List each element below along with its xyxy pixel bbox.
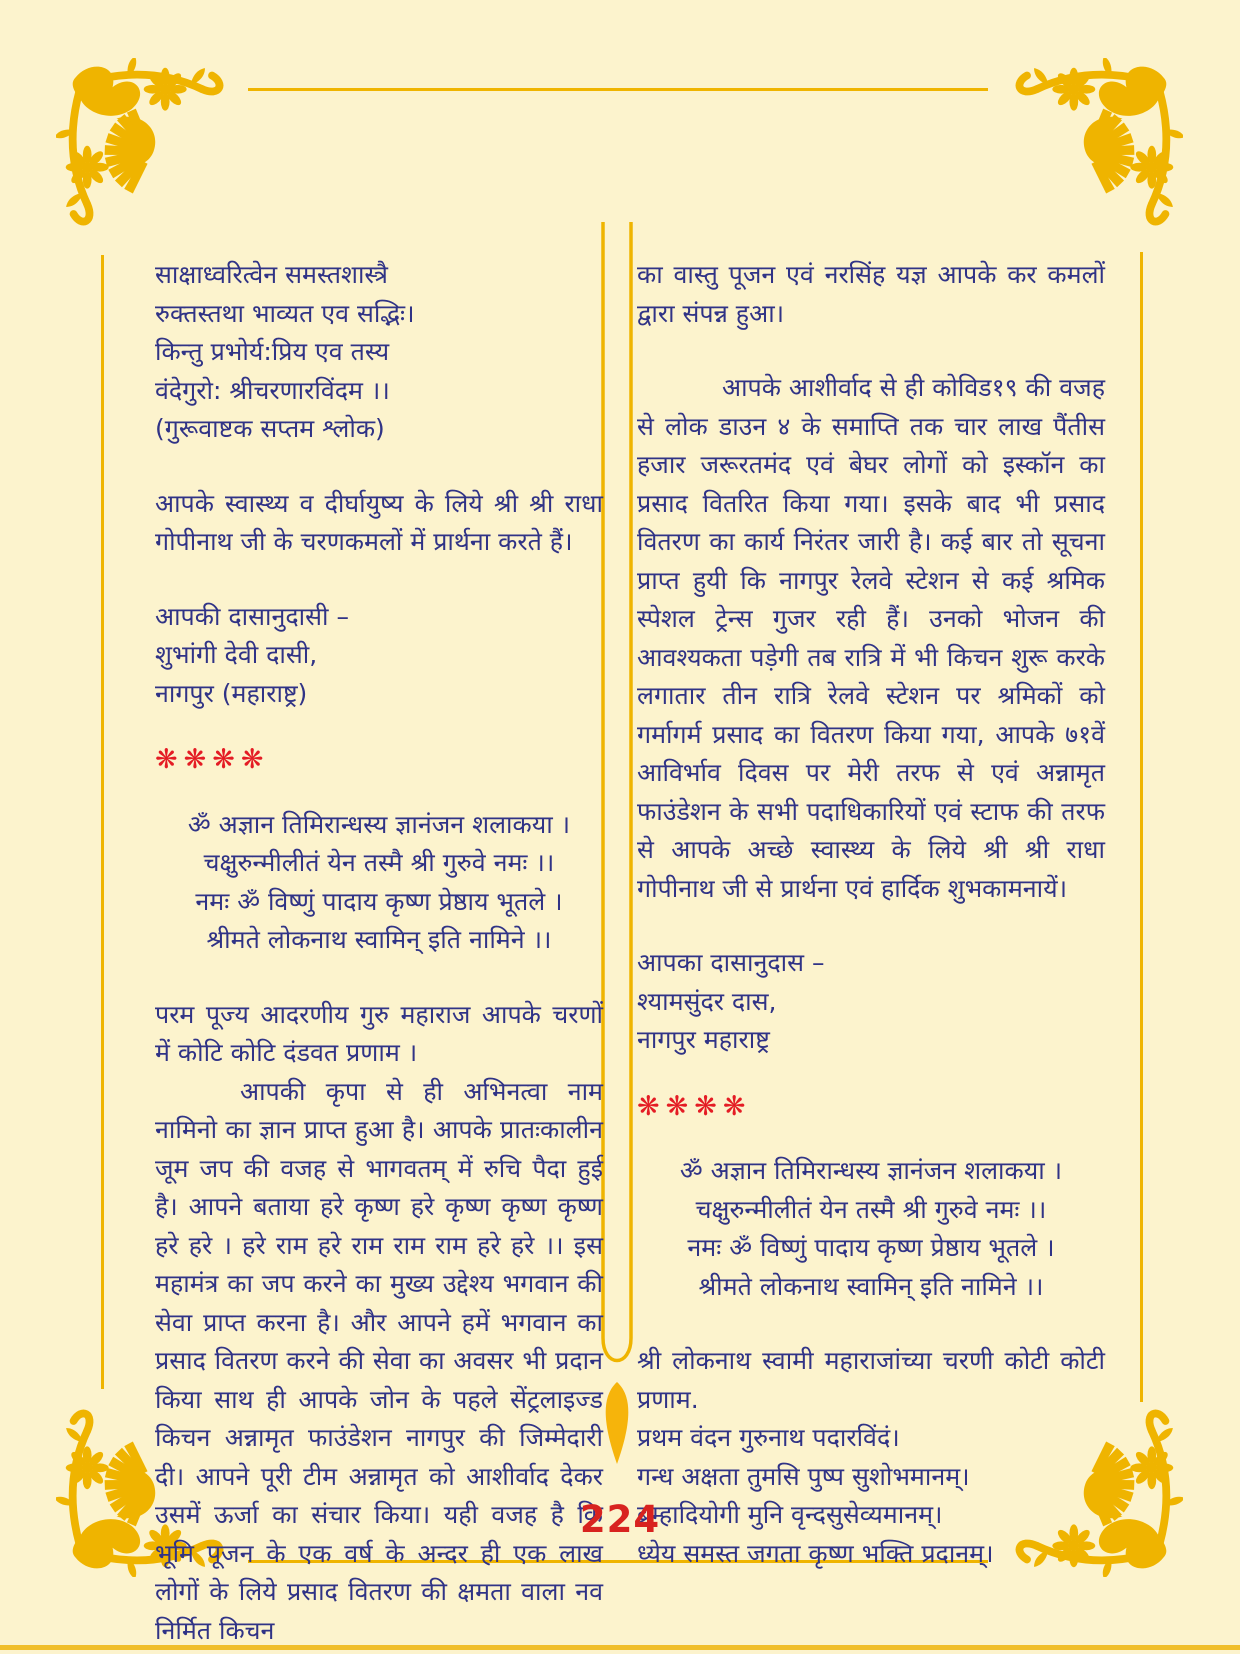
covid-paragraph: आपके आशीर्वाद से ही कोविड१९ की वजह से लोक डाउन ४ के समाप्ति तक चार लाख पैंतीस हजार जरूरतमंद एवं बेघर लोगों को इस्कॉन का प्रसाद वितरित किया गया। इसके बाद भी प्रसाद वितरण का कार्य निरंतर जारी है। कई बार तो सूचना प्राप्त हुयी कि नागपुर रेलवे स्टेशन से कई श्रमिक स्पेशल ट्रेन्स गुजर रही हैं। उनको भोजन की आवश्यकता पड़ेगी तब रात्रि में भी किचन शुरू करके लगातार तीन रात्रि रेलवे स्टेशन पर श्रमिकों को गर्मागर्म प्रसाद का वितरण किया गया, आपके ७१वें आविर्भाव दिवस पर मेरी तरफ से एवं अन्नामृत फाउंडेशन के सभी पदाधिकारियों एवं स्टाफ की तरफ से आपके अच्छे स्वास्थ्य के लिये श्री श्री राधा गोपीनाथ जी से प्रार्थना एवं हार्दिक शुभकामनायें। bbox=[637, 373, 1105, 903]
shloka-line: श्रीमते लोकनाथ स्वामिन् इति नामिने ।। bbox=[206, 925, 552, 954]
frame-line-right bbox=[1140, 252, 1143, 1402]
shloka-line: चक्षुरुन्मीलीतं येन तस्मै श्री गुरुवे नमः ।। bbox=[203, 848, 555, 877]
signature-line: नागपुर (महाराष्ट्र) bbox=[155, 678, 308, 708]
shloka-line: श्रीमते लोकनाथ स्वामिन् इति नामिने ।। bbox=[698, 1271, 1044, 1301]
section-separator: ❋❋❋❋ bbox=[637, 1090, 752, 1122]
verse-line: रुक्तस्तथा भाव्यत एव सद्भिः। bbox=[155, 298, 415, 328]
verse-line: साक्षाध्वरित्वेन समस्तशास्त्रै bbox=[155, 260, 388, 289]
signature-line: आपका दासानुदास – bbox=[637, 948, 825, 977]
floral-corner-ornament-icon bbox=[988, 58, 1183, 253]
continuation-paragraph: का वास्तु पूजन एवं नरसिंह यज्ञ आपके कर कमलों द्वारा संपन्न हुआ। bbox=[637, 260, 1105, 328]
shloka-line: चक्षुरुन्मीलीतं येन तस्मै श्री गुरुवे नमः ।। bbox=[695, 1194, 1047, 1224]
closing-salutation: श्री लोकनाथ स्वामी महाराजांच्या चरणी कोटी कोटी प्रणाम. bbox=[637, 1346, 1105, 1414]
opening-verse bbox=[155, 256, 603, 449]
signature-block bbox=[637, 944, 1105, 1060]
closing-verse-line: ध्येय समस्त जगता कृष्ण भक्ति प्रदानम्। bbox=[637, 1538, 994, 1568]
left-column bbox=[155, 256, 603, 1650]
section-separator: ❋❋❋❋ bbox=[155, 744, 270, 775]
verse-line: (गुरूवाष्टक सप्तम श्लोक) bbox=[155, 414, 385, 443]
signature-block bbox=[155, 598, 603, 714]
right-column bbox=[637, 256, 1105, 1573]
shloka-line: ॐ अज्ञान तिमिरान्धस्य ज्ञानंजन शलाकया । bbox=[679, 1156, 1063, 1185]
verse-line: वंदेगुरो: श्रीचरणारविंदम ।। bbox=[155, 375, 390, 405]
signature-line: आपकी दासानुदासी – bbox=[155, 601, 349, 631]
shloka-line: नमः ॐ विष्णुं पादाय कृष्ण प्रेष्ठाय भूतले । bbox=[195, 886, 563, 916]
floral-corner-ornament-icon bbox=[56, 58, 251, 253]
prayer-paragraph: आपके स्वास्थ्य व दीर्घायुष्य के लिये श्री श्री राधा गोपीनाथ जी के चरणकमलों में प्रार्थना करते हैं। bbox=[155, 488, 603, 556]
closing-verse-line: प्रथम वंदन गुरुनाथ पदारविंदं। bbox=[637, 1423, 900, 1452]
closing-verse-line: ब्रम्हादियोगी मुनि वृन्दसुसेव्यमानम्। bbox=[637, 1500, 943, 1529]
signature-line: नागपुर महाराष्ट्र bbox=[637, 1025, 770, 1054]
frame-line-top bbox=[248, 88, 988, 91]
shloka-line: नमः ॐ विष्णुं पादाय कृष्ण प्रेष्ठाय भूतले । bbox=[687, 1233, 1055, 1262]
verse-line: किन्तु प्रभोर्य:प्रिय एव तस्य bbox=[155, 337, 390, 366]
shloka-line: ॐ अज्ञान तिमिरान्धस्य ज्ञानंजन शलाकया । bbox=[187, 809, 571, 839]
signature-line: श्यामसुंदर दास, bbox=[637, 986, 777, 1016]
shloka-block bbox=[637, 1152, 1105, 1306]
signature-line: शुभांगी देवी दासी, bbox=[155, 640, 318, 669]
closing-verse-line: गन्ध अक्षता तुमसि पुष्प सुशोभमानम्। bbox=[637, 1461, 970, 1491]
shloka-block bbox=[155, 806, 603, 960]
frame-line-left bbox=[101, 255, 104, 1389]
salutation-paragraph: परम पूज्य आदरणीय गुरु महाराज आपके चरणों में कोटि कोटि दंडवत प्रणाम । bbox=[155, 999, 603, 1067]
body-paragraph: आपकी कृपा से ही अभिनत्वा नाम नामिनो का ज्ञान प्राप्त हुआ है। आपके प्रातःकालीन जूम जप की वजह से भागवतम् में रुचि पैदा हुई है। आपने बताया हरे कृष्ण हरे कृष्ण कृष्ण कृष्ण हरे हरे । हरे राम हरे राम राम राम हरे हरे ।। इस महामंत्र का जप करने का मुख्य उद्देश्य भगवान की सेवा प्राप्त करना है। और आपने हमें भगवान का प्रसाद वितरण करने की सेवा का अवसर भी प्रदान किया साथ ही आपके जोन के पहले सेंट्रलाइज्ड किचन अन्नामृत फाउंडेशन नागपुर की जिम्मेदारी दी। आपने पूरी टीम अन्नामृत को आशीर्वाद देकर उसमें ऊर्जा का संचार किया। यही वजह है कि भूमि पूजन के एक वर्ष के अन्दर ही एक लाख लोगों के लिये प्रसाद वितरण की क्षमता वाला नव निर्मित किचन bbox=[155, 1076, 603, 1645]
page-number: 224 bbox=[579, 1498, 661, 1541]
divider-nib-icon bbox=[606, 1382, 629, 1464]
